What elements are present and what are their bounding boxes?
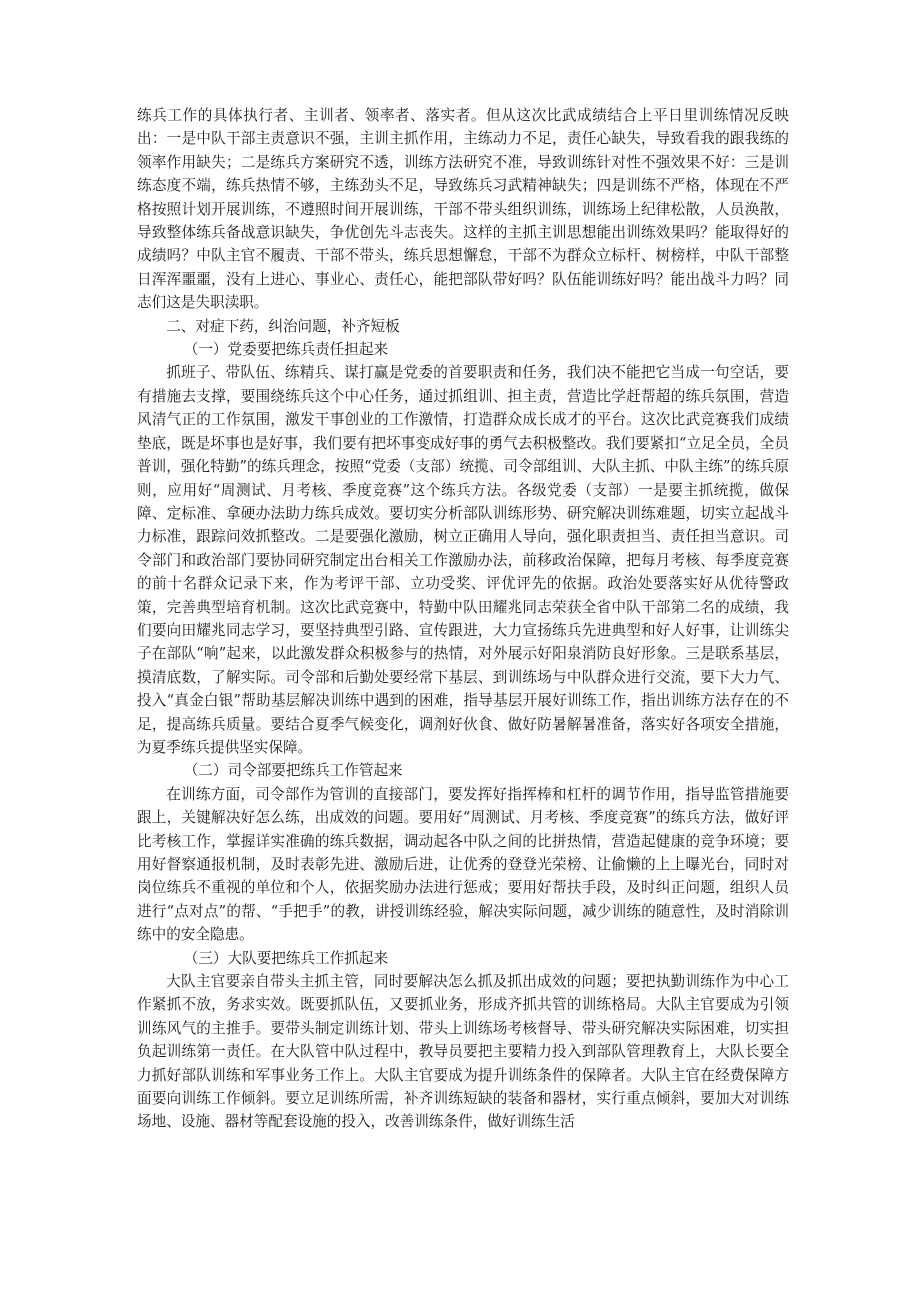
subsection-heading-headquarters: （二）司令部要把练兵工作管起来 [183,762,403,780]
subsection-heading-party-committee: （一）党委要把练兵责任担起来 [183,341,389,359]
document-body [137,104,789,1134]
paragraph-continued: 练兵工作的具体执行者、主训者、领率者、落实者。但从这次比武成绩结合上平日里训练情况反映出：一是中队干部主责意识不强，主训主抓作用，主练动力不足，责任心缺失，导致看我的跟我练的领率作用缺失；二是练兵方案研究不透，训练方法研究不准，导致训练针对性不强效果不好：三是训练态度不端，练兵热情不够，主练劲头不足，导致练兵习武精神缺失；四是训练不严格，体现在不严格按照计划开展训练，不遵照时间开展训练，干部不带头组织训练，训练场上纪律松散，人员涣散，导致整体练兵备战意识缺失，争优创先斗志丧失。这样的主抓主训思想能出训练效果吗？能取得好的成绩吗？中队主官不履责、干部不带头，练兵思想懈怠，干部不为群众立标杆、树榜样，中队干部整日浑浑噩噩，没有上进心、事业心、责任心，能把部队带好吗？队伍能训练好吗？能出战斗力吗？同志们这是失职渎职。 [137,107,789,312]
paragraph-brigade: 大队主官要亲自带头主抓主管，同时要解决怎么抓及抓出成效的问题；要把执勤训练作为中心工作紧抓不放，务求实效。既要抓队伍，又要抓业务，形成齐抓共管的训练格局。大队主官要成为引领训练风气的主推手。要带头制定训练计划、带头上训练场考核督导、带头研究解决实际困难，切实担负起训练第一责任。在大队管中队过程中，教导员要把主要精力投入到部队管理教育上，大队长要全力抓好部队训练和军事业务工作上。大队主官要成为提升训练条件的保障者。大队主官在经费保障方面要向训练工作倾斜。要立足训练所需，补齐训练短缺的装备和器材，实行重点倾斜，要加大对训练场地、设施、器材等配套设施的投入，改善训练条件，做好训练生活 [137,973,789,1131]
subsection-heading-brigade: （三）大队要把练兵工作抓起来 [183,949,389,967]
paragraph-headquarters: 在训练方面，司令部作为管训的直接部门，要发挥好指挥棒和杠杆的调节作用，指导监管措施要跟上，关键解决好怎么练，出成效的问题。要用好“周测试、月考核、季度竞赛”的练兵方法，做好评比考核工作，掌握详实准确的练兵数据，调动起各中队之间的比拼热情，营造起健康的竞争环境；要用好督察通报机制，及时表彰先进、激励后进，让优秀的登登光荣榜、让偷懒的上上曝光台，同时对岗位练兵不重视的单位和个人，依据奖励办法进行惩戒；要用好帮扶手段，及时纠正问题，组织人员进行“点对点”的帮、“手把手”的教，讲授训练经验，解决实际问题，减少训练的随意性，及时消除训练中的安全隐患。 [137,785,789,944]
section-heading-2: 二、对症下药，纠治问题，补齐短板 [166,317,400,335]
paragraph-party-committee: 抓班子、带队伍、练精兵、谋打赢是党委的首要职责和任务，我们决不能把它当成一句空话，要有措施去支撑，要围绕练兵这个中心任务，通过抓组训、担主责，营造比学赶帮超的练兵氛围，营造风清气正的工作氛围，激发干事创业的工作激情，打造群众成长成才的平台。这次比武竞赛我们成绩垫底，既是坏事也是好事，我们要有把坏事变成好事的勇气去积极整改。我们要紧扣“立足全员，全员普训，强化特勤”的练兵理念，按照“党委（支部）统揽、司令部组训、大队主抓、中队主练”的练兵原则，应用好“周测试、月考核、季度竞赛”这个练兵方法。各级党委（支部）一是要主抓统揽，做保障、定标准、拿硬办法助力练兵成效。要切实分析部队训练形势、研究解决训练难题，切实立起战斗力标准，跟踪问效抓整改。二是要强化激励，树立正确用人导向，强化职责担当、责任担当意识。司令部门和政治部门要协同研究制定出台相关工作激励办法，前移政治保障，把每月考核、每季度竞赛的前十名群众记录下来，作为考评干部、立功受奖、评优评先的依据。政治处要落实好从优待警政策，完善典型培育机制。这次比武竞赛中，特勤中队田耀兆同志荣获全省中队干部第二名的成绩，我们要向田耀兆同志学习，要坚持典型引路、宣传跟进，大力宣扬练兵先进典型和好人好事，让训练尖子在部队“响”起来，以此激发群众积极参与的热情，对外展示好阳泉消防良好形象。三是联系基层，摸清底数，了解实际。司令部和后勤处要经常下基层、到训练场与中队群众进行交流，要下大力气、投入“真金白银”帮助基层解决训练中遇到的困难，指导基层开展好训练工作，指出训练方法存在的不足，提高练兵质量。要结合夏季气候变化，调剂好伙食、做好防暑解暑准备，落实好各项安全措施，为夏季练兵提供坚实保障。 [137,364,789,756]
